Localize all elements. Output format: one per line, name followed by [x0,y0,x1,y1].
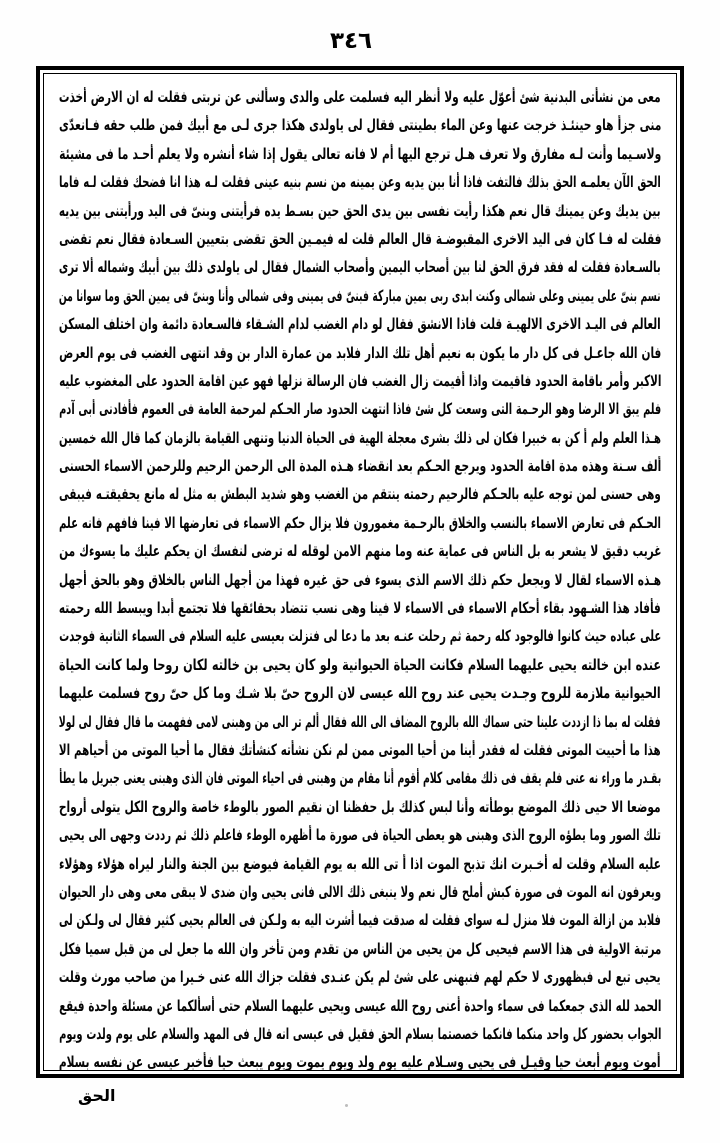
text-line [59,253,661,281]
text-line [59,764,661,792]
text-line-content: الحمد لله الذى جمعكما فى سماء واحدة أعنى روح الله عيسى ويحيى عليهما السلام حتى أسألكما عن مسئلة واحدة فيقع [59,996,661,1015]
text-line-content: ولاسـيما وأنت لـه مفارق ولا تعرف هـل ترجع اليها أم لا فانه تعالى يقول إذا شاء أنشره ولا يعلم أحـد ما فى مشيئة [59,144,661,163]
text-line [59,140,661,168]
text-line-content: معى من نشأتى البدنية شئ أعوّل عليه ولا أنظر اليه فسلمت على والدى وسألنى عن تربتى فقلت له ان الارض أخذت [59,88,661,106]
text-line-content: نسم بنىّ على يمينى وعلى شمالى وكنت ابدى ربى بمين مباركة فبنىّ فى يمينى وفى شمالى وأنا وبنىّ فى يمين الحق وما سوانا من [59,286,661,305]
text-line-content: بالسـعادة فقلت له فقد فرق الحق لنا بين أصحاب اليمين وأصحاب الشمال فقال لى ياولدى ذلك بين أبيك وشماله ألا ترى [59,258,661,277]
text-line [59,906,661,934]
text-line-content: الحيوانية ملازمة للروح وجـدت يحيى عند روح الله عيسى لان الروح حىّ بلا شـك وما كل حىّ روح فسلمت عليهما [59,684,661,703]
text-line [59,480,661,508]
text-line [59,679,661,707]
text-line [59,509,661,537]
text-line [59,111,661,139]
text-line [59,566,661,594]
text-line-content: فقلت له فـا كان فى اليد الاخرى المقبوضـة قال العالم قلت له فيمـين الحق تقضى بتعيين السـعادة فقال نعم تقضى [59,229,661,248]
text-line-content: الحق الآن يعلمـه الحق بذلك فالتفت فاذا أنا بين يديه وعن يمينه من نسم بنيه عينى فقلت لـه هذا انا فضحك فقلت لـه فاما [59,173,661,192]
text-line-content: يحيى تبع لى فبظهورى لا حكم لهم فنبهنى على شئ لم يكن عنـدى فقلت جزاك الله عنى خـيرا من صاحب مورث وقلت [59,968,661,987]
text-line-content: هـذه الاسماء لقال لا ويجعل حكم ذلك الاسم الذى يسوء فى حق غيره فهذا من أجهل الناس بالخلاق وهو بالحق أجهل [59,570,661,589]
text-line [59,395,661,423]
text-line [59,1048,661,1076]
text-line [59,452,661,480]
text-line-content: الجواب بحضور كل واحد منكما فانكما خصصتما بسلام الحق فقيل فى عيسى انه قال فى المهد والسلام على يوم ولدت ويوم [59,1024,661,1043]
text-line-content: فأفاد هذا الشـهود بقاء أحكام الاسماء فى الاسماء لا فينا وهى نسب تتضاد بحقائقها فلا تجتمع أبدا ويبسط الله رحمته [59,599,661,618]
text-line-content: العالم فى اليـد الاخرى الالهيـة قلت فاذا الانشق فقال لو دام الغضب لدام الشـقاء فالسـعادة دائمة وان اختلف المسكن [59,315,661,334]
text-line-content: أموت ويوم أبعث حيا وقيـل فى يحيى وسـلام عليه يوم ولد ويوم يموت ويوم يبعث حيا فأخبر عيسى عن نفسه بسلام [59,1053,661,1072]
text-line-content: فقلت له بما ذا ازددت علينا حتى سماك الله بالروح المضاف الى الله فقال ألم تر الى من وهبنى لامى ففهمت ما قال فقال لى لولا [59,712,661,731]
text-line-content: منى جزأ هاو حينئـذ خرجت عنها وعن الماء بطينتى فقال لى ياولدى هكذا جرى لـى مع أبيك فمن طلب حقه فـانعدّى [59,116,661,135]
text-line [59,339,661,367]
text-line-content: تلك الصور وما يطؤه الروح الذى وهبنى هو يعطى الحياة فى صورة ما أظهره الوطء فاعلم ذلك ثم رددت وجهى الى يحيى [59,826,661,845]
text-line-content: مرتبة الاولية فى هذا الاسم فيحيى كل من يحيى من الناس من تقدم ومن تأخر وان الله ما جعل لى من قبل سميا فكل [59,939,661,958]
text-line [59,821,661,849]
text-line [59,83,661,111]
text-line [59,225,661,253]
text-line [59,622,661,650]
folio-number: ٣٤٦ [329,28,373,54]
text-line [59,310,661,338]
text-line-content: عنده ابن خالته يحيى عليهما السلام فكانت الحياة الحيوانية ولو كان يحيى بن خالته لكان روحا ولما كانت الحياة [59,655,661,674]
text-line-content: فان الله جاعـل فى كل دار ما يكون به نعيم أهل تلك الدار فلابد من عمارة الدار بن وقد انتهى الغضب فى يوم العرض [59,343,661,362]
text-line-content: هذا ما أحييت الموتى فقلت له فقدر أينا من أحيا الموتى ممن لم نكن نشأته كنشأتك فقال ما أحيا الموتى من أحياهم الا [59,740,661,759]
text-line [59,793,661,821]
text-line-content: بين يديك وعن يمينك قال نعم هكذا رأيت نفسى بين يدى الحق حين بسـط يده فرأيتنى وبنىّ فى اليد ورأيتنى بين يديه [59,201,661,220]
text-line [59,736,661,764]
text-line [59,367,661,395]
text-line [59,282,661,310]
text-line [59,992,661,1020]
text-block [49,79,671,1072]
text-line [59,935,661,963]
text-line [59,651,661,679]
text-line-content: عليه السلام وقلت له أخـبرت انك تذبح الموت اذا أ تى الله به يوم القيامة فيوضع بين الجنة والنار ليراه هؤلاء وهؤلاء [59,854,661,873]
text-line-content: موضعا الا حيى ذلك الموضع بوطأته وأنا لبس كذلك بل حفظنا ان نقيم الصور بالوطء خاصة والروح الكل يتولى أرواح [59,797,661,816]
page-border-outer [36,66,684,1078]
scan-speck [345,1104,348,1107]
text-line [59,594,661,622]
catchword-text: الحق [78,1086,116,1105]
text-line [59,708,661,736]
text-line-content: ألف سـنة وهذه مدة اقامة الحدود ويرجع الحـكم بعد انقضاء هـذه المدة الى الرحمن الرحيم وللرحمن الاسماء الحسنى [59,457,661,476]
text-line [59,878,661,906]
text-line-content: وهى حسنى لمن توجه عليه بالحـكم فالرحيم رحمته ينتقم من الغضب وهو شديد البطش به مثل له مانع يحقيقتـه فيبقى [59,485,661,504]
text-line-content: ويعرفون انه الموت فى صورة كبش أملح قال نعم ولا ينبغى ذلك الالى فانى يحيى وان ضدى لا يبقى معى وهى دار الحيوان [59,882,661,901]
text-line [59,963,661,991]
text-line-content: غريب دقيق لا يشعر به بل الناس فى عماية عنه وما منهم الامن لوقله له ترضى لنفسك ان يحكم عليك ما يسوءك من [59,542,661,561]
page-border-inner [43,73,677,1071]
text-line [59,424,661,452]
text-line-content: هـذا العلم ولم أ كن به خبيرا فكان لى ذلك بشرى معجلة الهية فى الحياة الدنيا وتنهى القيامة بالزمان كما قال الله خمسين [59,428,661,447]
text-line-content: فلابد من ازالة الموت فلا منزل لـه سواى فقلت له صدقت فيما أشرت اليه به ولـكن فى العالم يحيى كثير فقال لى ولـكن لى [59,911,661,930]
text-line-content: بقـدر ما وراء نه عنى فلم يقف فى ذلك مقامى كلام أقوم أنا مقام من وهبنى فى احياء الموتى فان الذى وهبنى يعنى جبريل ما يطأ [59,769,661,788]
text-line-content: الحـكم فى تعارض الاسماء بالنسب والخلاق بالرحـمة مغمورون فلا يزال حكم الاسماء فى تعارضها الا فينا فافهم فانه علم [59,513,661,532]
text-line [59,537,661,565]
text-line-content: على عباده حيث كانوا فالوجود كله رحمة ثم رحلت عنـه بعد ما دعا لى فنزلت بعيسى عليه السلام فى السماء الثانية فوجدت [59,627,661,646]
text-line [59,197,661,225]
text-line-content: فلم يبق الا الرضا وهو الرحـمة التى وسعت كل شئ فاذا انتهت الحدود صار الحـكم لمرحمة العامة فى العموم فأفادنى أبى آدم [59,400,661,419]
text-line [59,1020,661,1048]
text-line [59,168,661,196]
text-line [59,850,661,878]
text-line-content: الاكبر وأمر باقامة الحدود فاقيمت واذا أقيمت زال الغضب فان الرسالة نزلها فهو عين اقامة الحدود على المغضوب عليه [59,371,661,390]
